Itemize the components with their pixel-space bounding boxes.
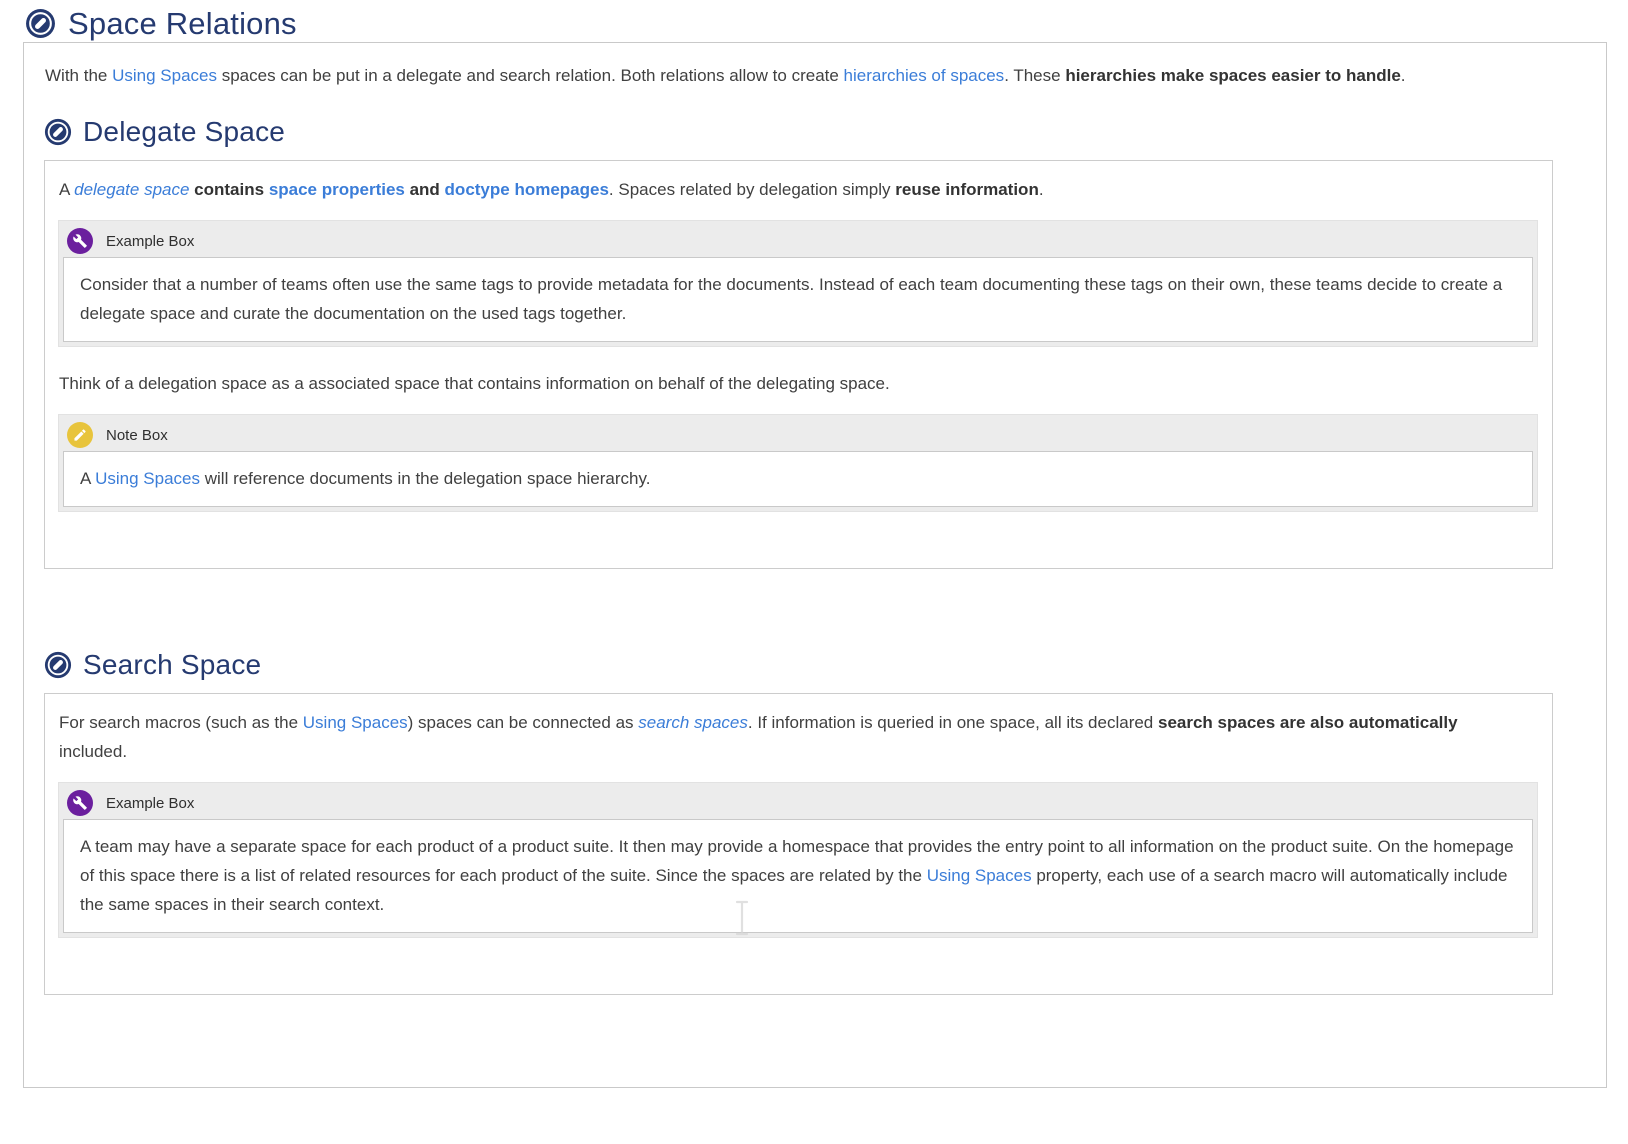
link-delegate-space[interactable]: delegate space xyxy=(74,180,190,199)
pencil-circle-icon xyxy=(25,8,56,39)
text-segment: . Spaces related by delegation simply xyxy=(608,180,896,199)
bold-text: hierarchies make spaces easier to handle xyxy=(1065,66,1401,85)
example-box-title: Example Box xyxy=(106,794,195,812)
bold-text: and xyxy=(404,180,445,199)
text-segment: included. xyxy=(59,742,128,761)
text-segment: ) spaces can be connected as xyxy=(407,713,639,732)
text-segment: . These xyxy=(1004,66,1066,85)
bold-text: search spaces are also automatically xyxy=(1157,713,1458,732)
bold-text: contains xyxy=(189,180,269,199)
link-space-properties[interactable]: space properties xyxy=(268,180,405,199)
example-box-header xyxy=(63,225,1533,257)
text-segment: spaces can be put in a delegate and search relation. Both relations allow to create xyxy=(216,66,844,85)
text-segment: A xyxy=(80,469,96,488)
text-segment: . xyxy=(1038,180,1044,199)
link-using-spaces[interactable]: Using Spaces xyxy=(926,866,1032,885)
page-title: Space Relations xyxy=(68,5,297,41)
content-panel xyxy=(23,42,1607,1088)
text-segment: A xyxy=(59,180,75,199)
delegate-section-box xyxy=(44,160,1553,569)
delegate-space-heading: Delegate Space xyxy=(83,116,286,147)
search-paragraph xyxy=(59,708,1521,766)
intro-paragraph xyxy=(45,61,1507,90)
pencil-icon xyxy=(67,422,93,448)
text-segment: property, each use of a search macro will automatically include the same spaces in their search context. xyxy=(80,866,1508,914)
pencil-circle-icon xyxy=(44,651,72,679)
wrench-icon xyxy=(67,790,93,816)
link-using-spaces[interactable]: Using Spaces xyxy=(95,469,201,488)
pencil-circle-icon xyxy=(44,118,72,146)
note-box-title: Note Box xyxy=(106,426,168,444)
bold-text: reuse information xyxy=(895,180,1039,199)
example-box-body: Consider that a number of teams often use the same tags to provide metadata for the documents. Instead of each team documenting these tags on their own, these teams decide to create a delegate space and curate the documentation on the used tags together. xyxy=(63,257,1533,342)
text-segment: . If information is queried in one space, all its declared xyxy=(747,713,1158,732)
text-segment: With the xyxy=(45,66,113,85)
text-segment: A team may have a separate space for each product of a product suite. It then may provide a homespace that provides the entry point to all information on the product suite. On the homepage of this space there is a list of related resources for each product of the suite. Since the spaces are related by the xyxy=(80,837,1514,885)
wrench-icon xyxy=(67,228,93,254)
link-search-spaces[interactable]: search spaces xyxy=(638,713,748,732)
delegate-space-heading-row xyxy=(44,116,1586,148)
delegate-paragraph-2: Think of a delegation space as a associated space that contains information on behalf of the delegating space. xyxy=(59,374,890,393)
link-using-spaces[interactable]: Using Spaces xyxy=(302,713,408,732)
search-space-heading: Search Space xyxy=(83,649,262,680)
note-box-header xyxy=(63,419,1533,451)
example-box-body xyxy=(63,819,1533,933)
page-title-row xyxy=(0,0,1628,40)
text-segment: For search macros (such as the xyxy=(59,713,303,732)
example-box xyxy=(58,220,1538,347)
link-hierarchies-of-spaces[interactable]: hierarchies of spaces xyxy=(843,66,1005,85)
search-section-box xyxy=(44,693,1553,995)
link-doctype-homepages[interactable]: doctype homepages xyxy=(444,180,609,199)
delegate-paragraph xyxy=(59,175,1521,204)
note-box-body xyxy=(63,451,1533,507)
text-segment: will reference documents in the delegation space hierarchy. xyxy=(200,469,651,488)
link-using-spaces[interactable]: Using Spaces xyxy=(112,66,217,85)
note-box xyxy=(58,414,1538,512)
example-box-header xyxy=(63,787,1533,819)
example-box xyxy=(58,782,1538,938)
example-box-title: Example Box xyxy=(106,232,195,250)
text-segment: . xyxy=(1400,66,1406,85)
search-space-heading-row xyxy=(44,649,1586,681)
